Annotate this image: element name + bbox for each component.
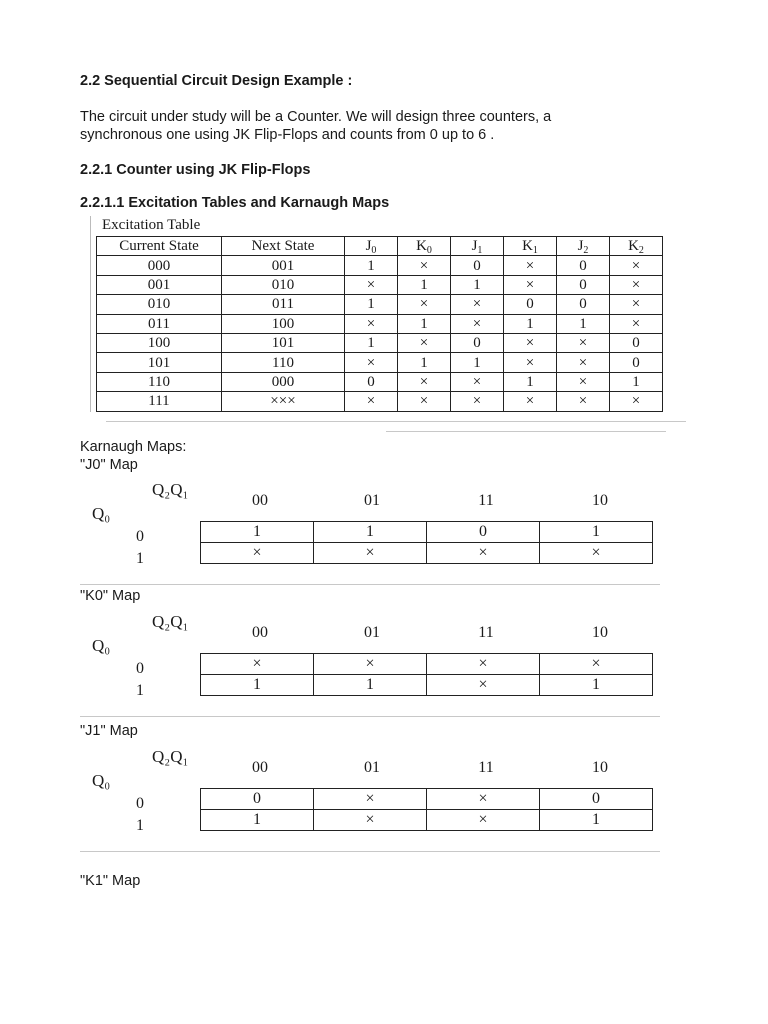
table-cell: 000	[222, 372, 345, 391]
table-cell: 1	[345, 333, 398, 352]
table-cell: ×	[398, 392, 451, 411]
subsubsection-heading: 2.2.1.1 Excitation Tables and Karnaugh Maps	[80, 195, 390, 211]
kmap-label-k0: "K0" Map	[80, 588, 141, 604]
kmap-label-j0: "J0" Map	[80, 457, 138, 473]
table-cell: ×	[398, 256, 451, 275]
excitation-header-text: K	[522, 238, 533, 255]
kmap-col-label-1: 01	[364, 492, 380, 509]
kmap-cell: 1	[201, 675, 314, 696]
table-cell: ×	[451, 392, 504, 411]
kmap-cell: ×	[540, 654, 653, 675]
excitation-header-1	[222, 237, 345, 256]
kmap-q2q1-label: Q₂Q₁	[152, 480, 189, 499]
table-cell: ×	[345, 353, 398, 372]
excitation-header-text: K	[416, 238, 427, 255]
kmap-grid	[200, 521, 653, 564]
kmap-cell: 1	[540, 810, 653, 831]
table-cell: ×	[398, 333, 451, 352]
table-row	[97, 295, 663, 314]
table-cell: 0	[557, 256, 610, 275]
kmap-q0-label: Q₀	[92, 636, 111, 655]
table-row	[97, 333, 663, 352]
table-cell: 1	[345, 256, 398, 275]
excitation-header-text: J	[577, 238, 584, 255]
section-heading: 2.2 Sequential Circuit Design Example :	[80, 73, 353, 89]
excitation-header-text: J	[365, 238, 372, 255]
kmap-col-label-0: 00	[252, 759, 268, 776]
kmap-q2q1-label: Q₂Q₁	[152, 747, 189, 766]
table-row	[97, 392, 663, 411]
excitation-header-subscript: 0	[426, 245, 432, 257]
kmap-cell: ×	[314, 654, 427, 675]
excitation-header-subscript: 1	[532, 245, 538, 257]
excitation-header-0	[97, 237, 222, 256]
kmap-k0	[80, 612, 680, 717]
kmap-col-label-0: 00	[252, 624, 268, 641]
table-cell: 1	[451, 353, 504, 372]
excitation-header-5	[504, 237, 557, 256]
excitation-header-subscript: 2	[638, 245, 644, 257]
kmap-row	[201, 522, 653, 543]
kmap-row	[201, 789, 653, 810]
kmap-grid	[200, 788, 653, 831]
kmap-cell: ×	[427, 654, 540, 675]
table-cell: ×	[557, 353, 610, 372]
kmap-cell: ×	[427, 543, 540, 564]
kmap-q0-label: Q₀	[92, 504, 111, 523]
table-cell: 110	[97, 372, 222, 391]
excitation-header-7	[610, 237, 663, 256]
table-cell: 110	[222, 353, 345, 372]
paragraph-line-2: synchronous one using JK Flip-Flops and counts from 0 up to 6 .	[80, 127, 495, 143]
kmap-col-label-1: 01	[364, 759, 380, 776]
kmap-col-label-3: 10	[592, 759, 608, 776]
table-cell: 000	[97, 256, 222, 275]
table-cell: 011	[222, 295, 345, 314]
table-cell: ×	[504, 333, 557, 352]
table-row	[97, 353, 663, 372]
table-cell: ×	[610, 256, 663, 275]
kmap-cell: ×	[314, 789, 427, 810]
table-cell: ×	[345, 314, 398, 333]
excitation-header-subscript: 2	[583, 245, 589, 257]
table-cell: ×	[345, 275, 398, 294]
kmap-row-label-0: 0	[136, 660, 144, 677]
kmap-cell: ×	[201, 543, 314, 564]
kmap-cell: 1	[540, 522, 653, 543]
table-cell: 1	[345, 295, 398, 314]
table-cell: 001	[97, 275, 222, 294]
kmap-row	[201, 543, 653, 564]
table-cell: ×××	[222, 392, 345, 411]
kmap-q2q1-label: Q₂Q₁	[152, 612, 189, 631]
kmap-col-label-2: 11	[478, 492, 494, 509]
kmap-cell: 1	[314, 522, 427, 543]
kmap-col-label-1: 01	[364, 624, 380, 641]
excitation-header-2	[345, 237, 398, 256]
table-cell: ×	[451, 295, 504, 314]
table-cell: 001	[222, 256, 345, 275]
table-cell: 1	[451, 275, 504, 294]
table-cell: 0	[557, 295, 610, 314]
kmap-cell: ×	[427, 675, 540, 696]
kmap-cell: ×	[540, 543, 653, 564]
kmap-label-k1: "K1" Map	[80, 873, 141, 889]
kmap-row-label-0: 0	[136, 795, 144, 812]
paragraph-line-1: The circuit under study will be a Counter. We will design three counters, a	[80, 109, 552, 125]
table-cell: 100	[222, 314, 345, 333]
table-cell: 101	[97, 353, 222, 372]
kmap-cell: 0	[427, 522, 540, 543]
table-cell: ×	[610, 392, 663, 411]
table-cell: ×	[398, 295, 451, 314]
kmap-row-label-0: 0	[136, 528, 144, 545]
table-cell: ×	[610, 275, 663, 294]
excitation-header-3	[398, 237, 451, 256]
table-cell: 010	[97, 295, 222, 314]
kmap-q0-label: Q₀	[92, 771, 111, 790]
table-cell: 1	[610, 372, 663, 391]
excitation-header-text: K	[628, 238, 639, 255]
table-row	[97, 372, 663, 391]
excitation-header-subscript: 1	[477, 245, 483, 257]
table-cell: 1	[398, 353, 451, 372]
table-cell: 101	[222, 333, 345, 352]
table-cell: 1	[504, 372, 557, 391]
excitation-table-title: Excitation Table	[102, 217, 201, 233]
kmap-cell: 1	[314, 675, 427, 696]
kmap-cell: ×	[427, 810, 540, 831]
table-cell: 0	[557, 275, 610, 294]
table-cell: 1	[398, 314, 451, 333]
table-cell: 010	[222, 275, 345, 294]
table-cell: ×	[504, 256, 557, 275]
table-cell: ×	[557, 372, 610, 391]
karnaugh-maps-label: Karnaugh Maps:	[80, 439, 187, 455]
table-cell: 0	[451, 333, 504, 352]
kmap-cell: 1	[201, 810, 314, 831]
kmap-cell: 1	[540, 675, 653, 696]
kmap-cell: 1	[201, 522, 314, 543]
excitation-header-4	[451, 237, 504, 256]
kmap-grid	[200, 653, 653, 696]
table-cell: ×	[610, 295, 663, 314]
excitation-header-text: J	[471, 238, 478, 255]
excitation-header-subscript: 0	[371, 245, 377, 257]
kmap-row	[201, 654, 653, 675]
kmap-cell: 0	[201, 789, 314, 810]
table-cell: 0	[610, 353, 663, 372]
table-cell: ×	[610, 314, 663, 333]
table-row	[97, 275, 663, 294]
table-row	[97, 314, 663, 333]
table-row	[97, 256, 663, 275]
kmap-col-label-3: 10	[592, 624, 608, 641]
kmap-col-label-0: 00	[252, 492, 268, 509]
table-cell: ×	[345, 392, 398, 411]
kmap-cell: 0	[540, 789, 653, 810]
kmap-cell: ×	[314, 810, 427, 831]
kmap-j1	[80, 747, 680, 852]
table-cell: 011	[97, 314, 222, 333]
table-cell: ×	[451, 314, 504, 333]
table-cell: 0	[345, 372, 398, 391]
kmap-row-label-1: 1	[136, 550, 144, 567]
kmap-cell: ×	[201, 654, 314, 675]
table-cell: 0	[504, 295, 557, 314]
table-cell: ×	[504, 353, 557, 372]
table-cell: 1	[398, 275, 451, 294]
table-cell: 0	[610, 333, 663, 352]
table-cell: ×	[504, 392, 557, 411]
kmap-cell: ×	[314, 543, 427, 564]
kmap-row-label-1: 1	[136, 682, 144, 699]
kmap-col-label-2: 11	[478, 759, 494, 776]
table-cell: 1	[504, 314, 557, 333]
kmap-cell: ×	[427, 789, 540, 810]
kmap-label-j1: "J1" Map	[80, 723, 138, 739]
kmap-col-label-3: 10	[592, 492, 608, 509]
excitation-table-figure	[86, 214, 706, 440]
table-cell: 100	[97, 333, 222, 352]
subsection-heading: 2.2.1 Counter using JK Flip-Flops	[80, 162, 311, 178]
excitation-header-6	[557, 237, 610, 256]
table-cell: 0	[451, 256, 504, 275]
kmap-row-label-1: 1	[136, 817, 144, 834]
table-cell: ×	[557, 392, 610, 411]
kmap-row	[201, 810, 653, 831]
table-cell: ×	[557, 333, 610, 352]
kmap-col-label-2: 11	[478, 624, 494, 641]
kmap-row	[201, 675, 653, 696]
excitation-header-text: Current State	[119, 238, 199, 255]
table-cell: 111	[97, 392, 222, 411]
table-cell: ×	[398, 372, 451, 391]
table-cell: ×	[451, 372, 504, 391]
table-cell: ×	[504, 275, 557, 294]
excitation-header-text: Next State	[251, 238, 315, 255]
excitation-table	[96, 236, 663, 412]
kmap-j0	[80, 480, 680, 585]
table-cell: 1	[557, 314, 610, 333]
